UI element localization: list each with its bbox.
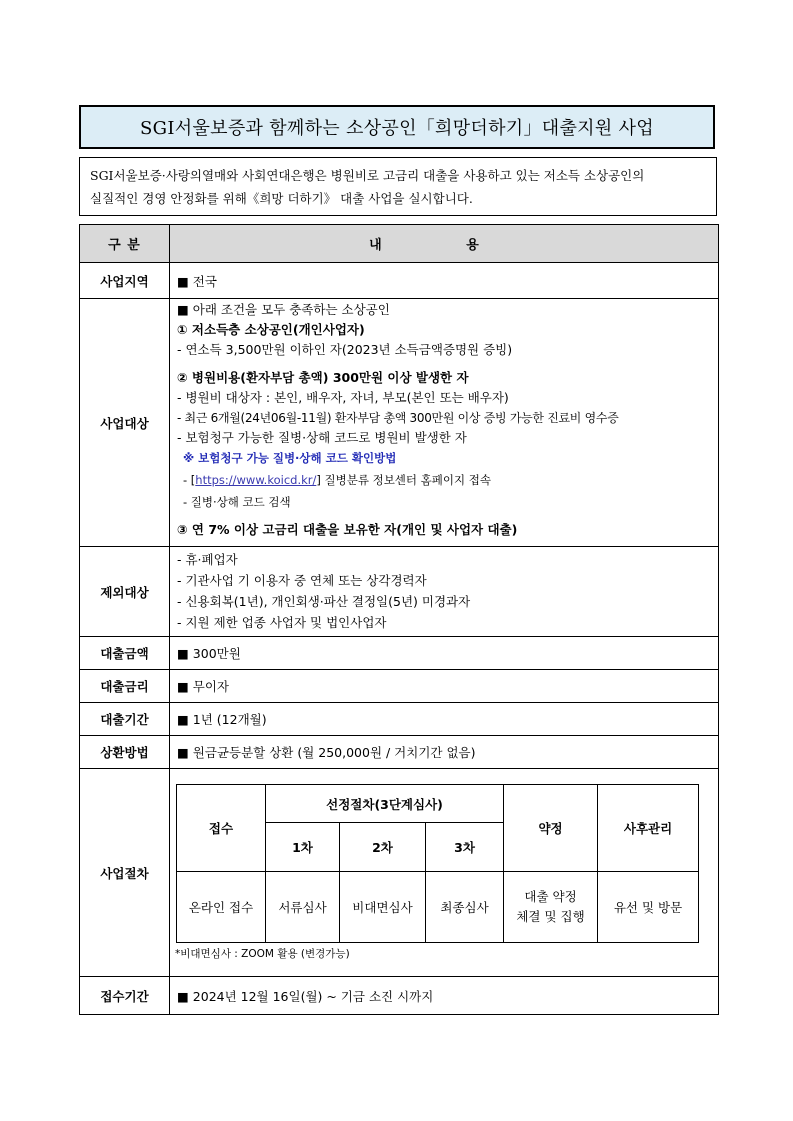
proc-header-selection: 선정절차(3단계심사)	[266, 785, 504, 823]
header-content: 내 용	[170, 225, 719, 263]
insurance-code-note-title: ※ 보험청구 가능 질병·상해 코드 확인방법	[183, 451, 397, 465]
apply-label: 접수기간	[80, 977, 170, 1015]
proc-contract-line-2: 체결 및 집행	[516, 909, 585, 924]
row-repay	[80, 736, 719, 769]
repay-label: 상환방법	[80, 736, 170, 769]
target-label: 사업대상	[80, 299, 170, 547]
proc-value-contract	[504, 872, 598, 943]
target-condition-1-title: ① 저소득층 소상공인(개인사업자)	[177, 322, 365, 337]
row-apply	[80, 977, 719, 1015]
proc-header-step-2: 2차	[340, 823, 426, 872]
exclude-item: - 기관사업 기 이용자 중 연체 또는 상각경력자	[177, 573, 427, 588]
exclude-label: 제외대상	[80, 547, 170, 637]
rate-value: ■ 무이자	[170, 670, 719, 703]
step-1-prefix: - [	[183, 473, 196, 487]
row-exclude	[80, 547, 719, 637]
target-condition-2-detail-3: - 보험청구 가능한 질병·상해 코드로 병원비 발생한 자	[177, 430, 467, 445]
rate-label: 대출금리	[80, 670, 170, 703]
step-1-suffix: ] 질병분류 정보센터 홈페이지 접속	[316, 473, 491, 487]
proc-contract-line-1: 대출 약정	[524, 889, 577, 904]
exclude-item: - 지원 제한 업종 사업자 및 법인사업자	[177, 615, 387, 630]
row-procedure	[80, 769, 719, 977]
target-condition-2-detail-1: - 병원비 대상자 : 본인, 배우자, 자녀, 부모(본인 또는 배우자)	[177, 390, 509, 405]
procedure-label: 사업절차	[80, 769, 170, 977]
repay-value: ■ 원금균등분할 상환 (월 250,000원 / 거치기간 없음)	[170, 736, 719, 769]
proc-value-step-1: 서류심사	[266, 872, 340, 943]
target-content	[170, 299, 719, 547]
proc-value-receipt: 온라인 접수	[177, 872, 266, 943]
koicd-link[interactable]: https://www.koicd.kr/	[195, 473, 317, 487]
row-target	[80, 299, 719, 547]
table-header-row	[80, 225, 719, 263]
target-condition-2-detail-2: - 최근 6개월(24년06월-11월) 환자부담 총액 300만원 이상 증빙 가능한 진료비 영수증	[177, 411, 619, 425]
exclude-content	[170, 547, 719, 637]
amount-value: ■ 300만원	[170, 637, 719, 670]
proc-header-aftercare: 사후관리	[598, 785, 699, 872]
insurance-code-step-2: - 질병·상해 코드 검색	[183, 495, 291, 509]
proc-header-step-3: 3차	[426, 823, 504, 872]
period-label: 대출기간	[80, 703, 170, 736]
period-value: ■ 1년 (12개월)	[170, 703, 719, 736]
amount-label: 대출금액	[80, 637, 170, 670]
header-category: 구 분	[80, 225, 170, 263]
proc-header-contract: 약정	[504, 785, 598, 872]
row-region	[80, 263, 719, 299]
proc-value-aftercare: 유선 및 방문	[598, 872, 699, 943]
target-condition-2-title: ② 병원비용(환자부담 총액) 300만원 이상 발생한 자	[177, 370, 469, 385]
row-rate	[80, 670, 719, 703]
target-intro: ■ 아래 조건을 모두 충족하는 소상공인	[177, 302, 390, 317]
exclude-item: - 휴·폐업자	[177, 552, 238, 567]
region-value: ■ 전국	[170, 263, 719, 299]
apply-value: ■ 2024년 12월 16일(월) ~ 기금 소진 시까지	[170, 977, 719, 1015]
proc-header-receipt: 접수	[177, 785, 266, 872]
page-title: SGI서울보증과 함께하는 소상공인「희망더하기」대출지원 사업	[79, 105, 715, 149]
proc-value-step-2: 비대면심사	[340, 872, 426, 943]
target-condition-1-detail: - 연소득 3,500만원 이하인 자(2023년 소득금액증명원 증빙)	[177, 342, 513, 357]
row-period	[80, 703, 719, 736]
insurance-code-step-1	[177, 470, 718, 490]
row-amount	[80, 637, 719, 670]
program-table	[79, 224, 719, 1015]
proc-value-step-3: 최종심사	[426, 872, 504, 943]
procedure-content	[170, 769, 719, 977]
target-condition-3-title: ③ 연 7% 이상 고금리 대출을 보유한 자(개인 및 사업자 대출)	[177, 522, 518, 537]
region-label: 사업지역	[80, 263, 170, 299]
procedure-note: *비대면심사 : ZOOM 활용 (변경가능)	[175, 948, 350, 960]
intro-line-1: SGI서울보증·사랑의열매와 사회연대은행은 병원비로 고금리 대출을 사용하고 있는 저소득 소상공인의	[90, 168, 645, 183]
procedure-table	[176, 784, 699, 943]
intro-line-2: 실질적인 경영 안정화를 위해《희망 더하기》 대출 사업을 실시합니다.	[90, 191, 473, 206]
exclude-item: - 신용회복(1년), 개인회생·파산 결정일(5년) 미경과자	[177, 594, 471, 609]
proc-header-step-1: 1차	[266, 823, 340, 872]
intro-box	[79, 157, 717, 216]
